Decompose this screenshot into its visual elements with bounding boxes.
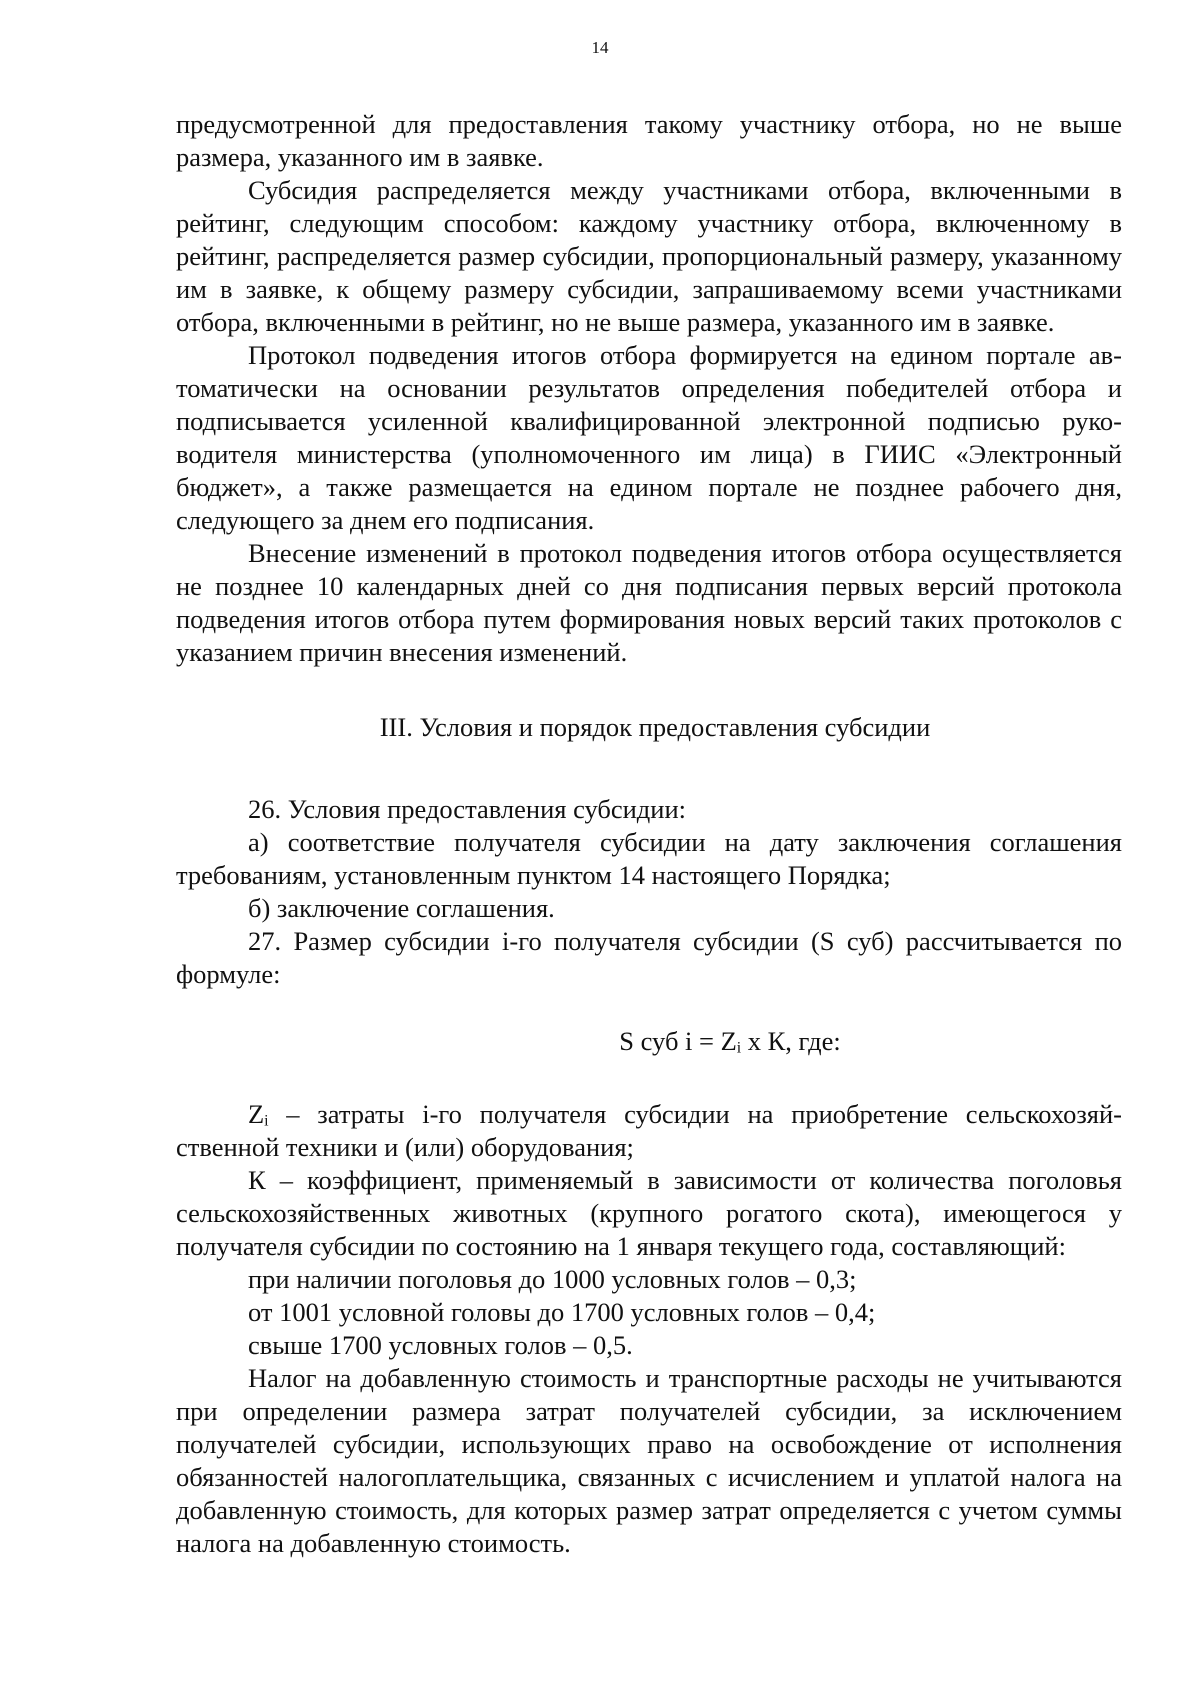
document-body [176, 108, 1122, 1560]
paragraph-item-26a: а) соответствие получателя субсидии на дату заключения соглашения требованиям, установленным пунктом 14 настоящего Порядка; [176, 827, 1122, 890]
paragraph-continuation: предусмотренной для предоставления такому участнику отбора, но не выше размера, указанного им в заявке. [176, 109, 1122, 172]
subsidy-formula: S суб i = Zᵢ x К, где: [619, 1026, 841, 1056]
page-number: 14 [591, 38, 609, 57]
coefficient-option-3: свыше 1700 условных голов – 0,5. [248, 1330, 633, 1360]
paragraph-item-26b: б) заключение соглашения. [248, 893, 555, 923]
coefficient-option-1: при наличии поголовья до 1000 условных голов – 0,3; [248, 1264, 857, 1294]
paragraph-item-27: 27. Размер субсидии i-го получателя субсидии (S суб) рассчитывается по формуле: [176, 926, 1122, 989]
paragraph-zi-definition: Zᵢ – затраты i-го получателя субсидии на приобретение сельскохозяйственной техники и (или) оборудования; [176, 1099, 1122, 1162]
paragraph-protocol-changes: Внесение изменений в протокол подведения итогов отбора осуществляется не позднее 10 календарных дней со дня подписания первых версий протокола подведения итогов отбора путем формирования новых версий таких протоколов с указанием причин внесения изменений. [176, 538, 1122, 667]
paragraph-protocol-formation: Протокол подведения итогов отбора формируется на едином портале автоматически на основании результатов определения победителей отбора и подписывается усиленной квалифицированной электронной подписью руководителя министерства (уполномоченного им лица) в ГИИС «Электронный бюджет», а также размещается на едином портале не позднее рабочего дня, следующего за днем его подписания. [176, 340, 1122, 535]
paragraph-k-definition: К – коэффициент, применяемый в зависимости от количества поголовья сельскохозяйственных животных (крупного рогатого скота), имеющегося у получателя субсидии по состоянию на 1 января текущего года, составляющий: [176, 1165, 1122, 1261]
paragraph-subsidy-distribution: Субсидия распределяется между участниками отбора, включенными в рейтинг, следующим способом: каждому участнику отбора, включенному в рейтинг, распределяется размер субсидии, пропорциональный размеру, указанному им в заявке, к общему размеру субсидии, запрашиваемому всеми участниками отбора, включенными в рейтинг, но не выше размера, указанного им в заявке. [176, 175, 1122, 337]
section-heading: III. Условия и порядок предоставления субсидии [379, 712, 931, 742]
paragraph-item-26: 26. Условия предоставления субсидии: [248, 794, 687, 824]
coefficient-option-2: от 1001 условной головы до 1700 условных голов – 0,4; [248, 1297, 876, 1327]
paragraph-vat: Налог на добавленную стоимость и транспортные расходы не учитываются при определении размера затрат получателей субсидии, за исключением получателей субсидии, использующих право на освобождение от исполнения обязанностей налогоплательщика, связанных с исчислением и уплатой налога на добавленную стоимость, для которых размер затрат определяется с учетом суммы налога на добавленную стоимость. [176, 1363, 1122, 1558]
